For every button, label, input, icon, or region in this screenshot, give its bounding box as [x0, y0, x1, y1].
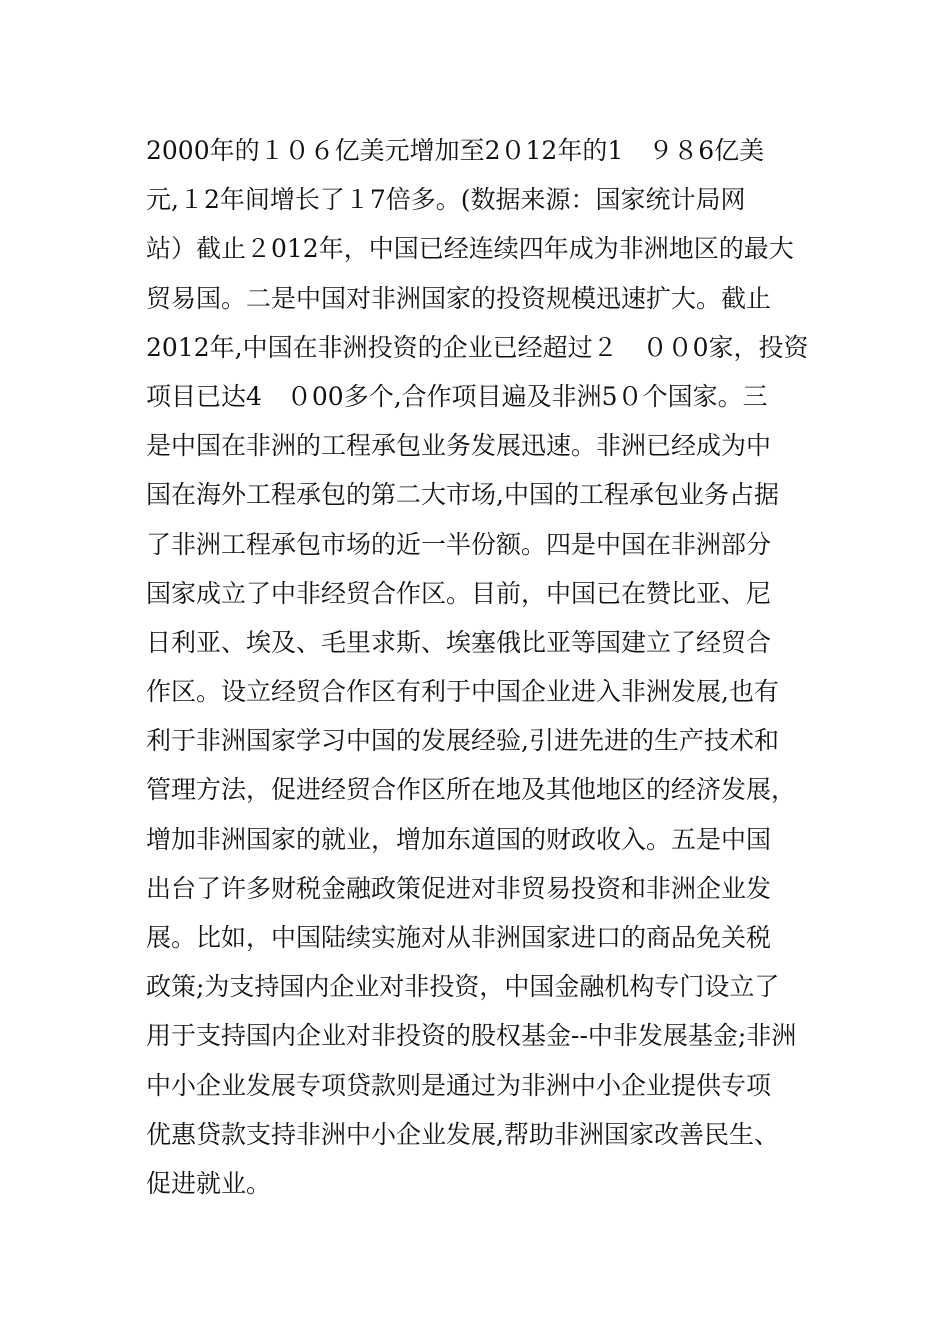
text-line: 作区。设立经贸合作区有利于中国企业进入非洲发展,也有 [146, 677, 779, 707]
text-line: 用于支持国内企业对非投资的股权基金--中非发展基金;非洲 [146, 1021, 797, 1051]
text-line: 了非洲工程承包市场的近一半份额。四是中国在非洲部分 [146, 529, 772, 559]
text-line: 国在海外工程承包的第二大市场,中国的工程承包业务占据 [146, 480, 779, 510]
text-line: 优惠贷款支持非洲中小企业发展,帮助非洲国家改善民生、 [146, 1119, 779, 1149]
text-line: 日利亚、埃及、毛里求斯、埃塞俄比亚等国建立了经贸合 [146, 627, 772, 657]
text-line: 元,１2年间增长了１7倍多。(数据来源：国家统计局网 [146, 185, 746, 215]
text-line: 促进就业。 [146, 1168, 272, 1198]
text-line: 是中国在非洲的工程承包业务发展迅速。非洲已经成为中 [146, 431, 772, 461]
text-line: 增加非洲国家的就业，增加东道国的财政收入。五是中国 [146, 824, 772, 854]
text-line: 利于非洲国家学习中国的发展经验,引进先进的生产技术和 [146, 726, 779, 756]
text-line: 国家成立了中非经贸合作区。目前，中国已在赞比亚、尼 [146, 578, 772, 608]
text-line: 政策;为支持国内企业对非投资，中国金融机构专门设立了 [146, 972, 780, 1002]
text-line: 2000年的１０６亿美元增加至2０12年的1 ９８6亿美 [146, 136, 765, 165]
text-line: 管理方法，促进经贸合作区所在地及其他地区的经济发展， [146, 775, 797, 805]
body-paragraph [146, 131, 826, 1213]
text-line: 出台了许多财税金融政策促进对非贸易投资和非洲企业发 [146, 873, 772, 903]
text-line: 中小企业发展专项贷款则是通过为非洲中小企业提供专项 [146, 1070, 772, 1100]
text-line: 展。比如，中国陆续实施对从非洲国家进口的商品免关税 [146, 923, 772, 952]
text-line: 项目已达4 ０00多个,合作项目遍及非洲5０个国家。三 [146, 381, 768, 411]
text-line: 2012年,中国在非洲投资的企业已经超过２ ００0家，投资 [146, 332, 809, 362]
text-line: 贸易国。二是中国对非洲国家的投资规模迅速扩大。截止 [146, 283, 772, 313]
text-line: 站）截止２012年，中国已经连续四年成为非洲地区的最大 [146, 234, 794, 264]
